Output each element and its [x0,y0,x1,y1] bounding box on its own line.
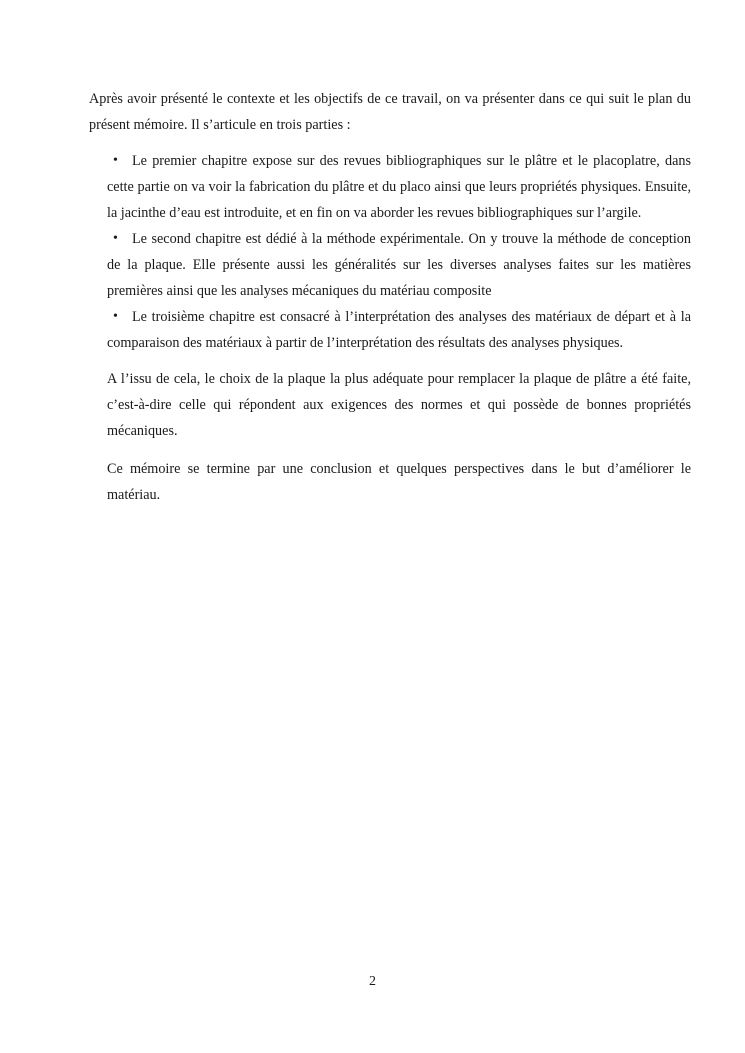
list-item [107,304,691,356]
list-item [107,226,691,304]
body-paragraph: Ce mémoire se termine par une conclusion et quelques perspectives dans le but d’améliorer le matériau. [107,461,691,503]
body-paragraph: A l’issu de cela, le choix de la plaque la plus adéquate pour remplacer la plaque de plâtre a été faite, c’est-à-dire celle qui répondent aux exigences des normes et qui possède de bonnes propriétés mécaniques. [107,371,691,439]
list-item-text: Le second chapitre est dédié à la méthode expérimentale. On y trouve la méthode de conception de la plaque. Elle présente aussi les généralités sur les diverses analyses faites sur les matières premières ainsi que les analyses mécaniques du matériau composite [107,231,691,299]
page-content [89,86,691,508]
list-item [107,148,691,226]
list-item-text: Le premier chapitre expose sur des revues bibliographiques sur le plâtre et le placoplatre, dans cette partie on va voir la fabrication du plâtre et du placo ainsi que leurs propriétés physiques. Ensuite, la jacinthe d’eau est introduite, et en fin on va aborder les revues bibliographiques sur l’argile. [107,153,691,221]
bullet-icon: • [113,153,118,168]
list-item-text: Le troisième chapitre est consacré à l’interprétation des analyses des matériaux de départ et à la comparaison des matériaux à partir de l’interprétation des résultats des analyses physiques. [107,309,691,351]
chapter-list [89,148,691,356]
bullet-icon: • [113,231,118,246]
intro-paragraph: Après avoir présenté le contexte et les objectifs de ce travail, on va présenter dans ce qui suit le plan du présent mémoire. Il s’articule en trois parties : [89,91,691,133]
page-number: 2 [369,974,376,989]
bullet-icon: • [113,309,118,324]
